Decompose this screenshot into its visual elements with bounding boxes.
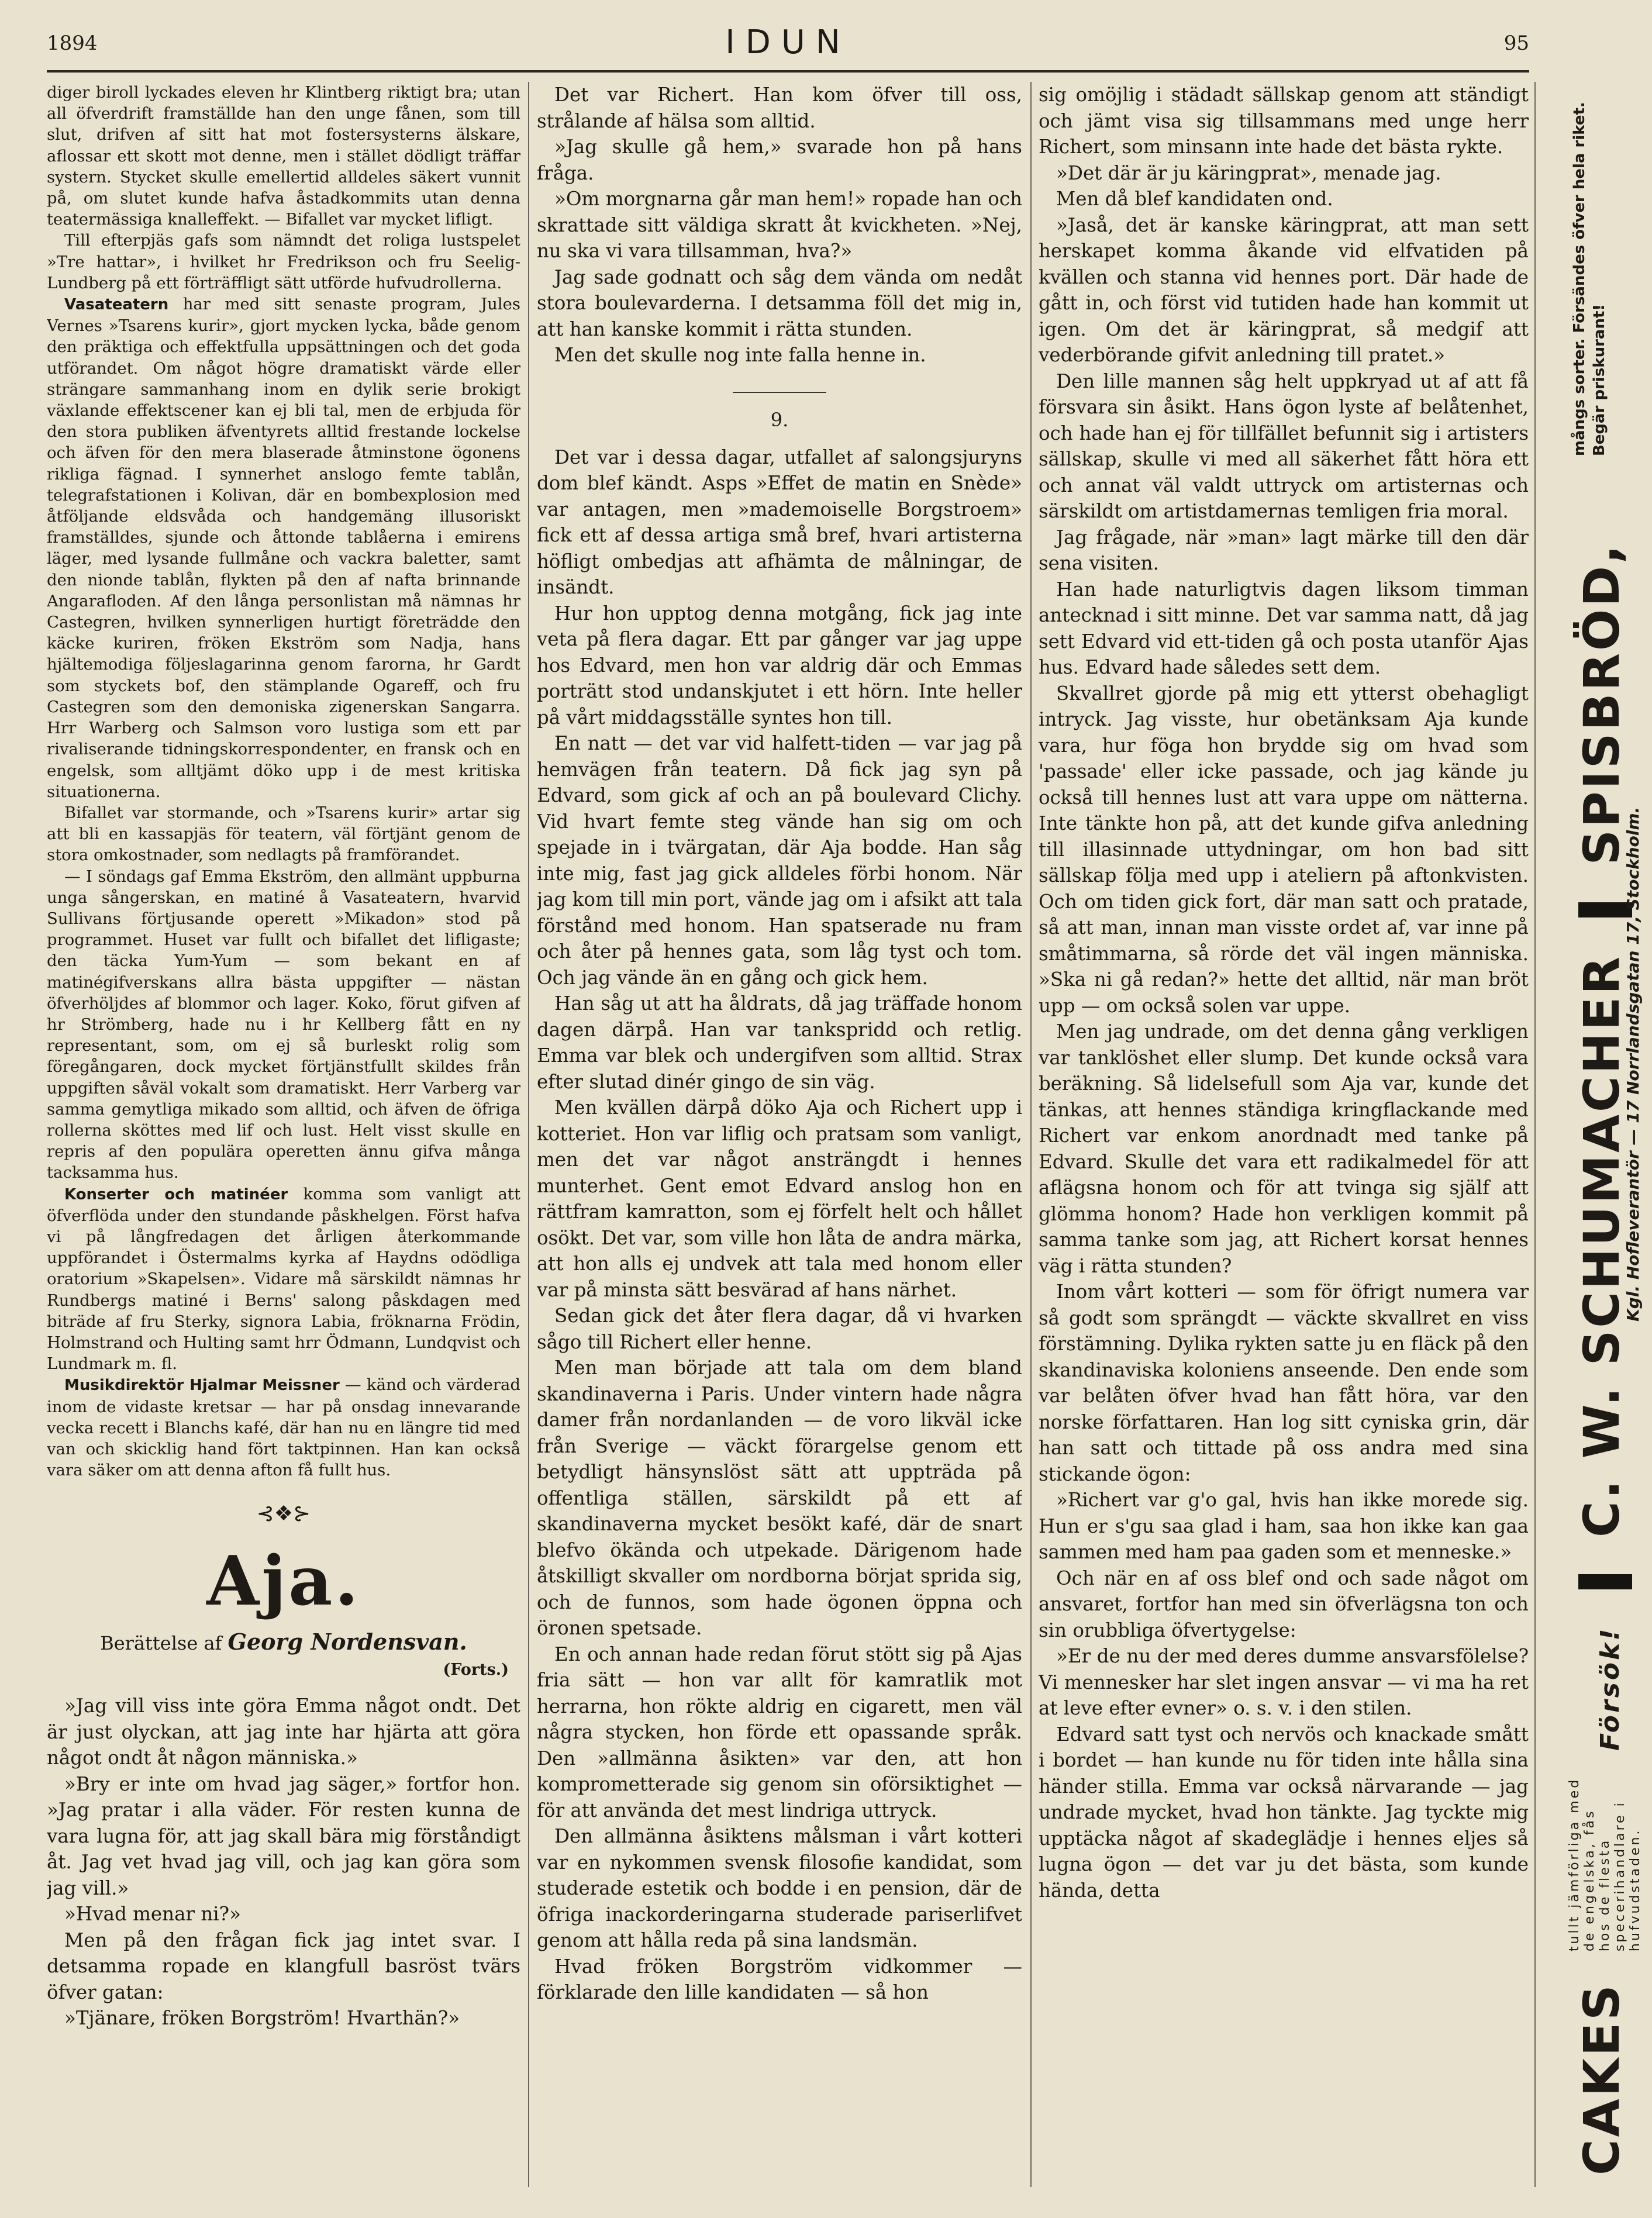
story-paragraph: En natt — det var vid halfett-tiden — var jag på hemvägen från teatern. Då fick jag syn på Edvard, som gick af och an på boulevard Clichy. Vid hvart femte steg vände han sig om och spejade in i tvärgatan, där Aja bodde. Han såg inte mig, fast jag gick alldeles förbi honom. När jag kom till min port, vände jag om i afsikt att tala förstånd med honom. Han spatserade nu fram och åter på hennes gata, som låg tyst och tom. Och jag vände än en gång och gick hem. bbox=[537, 732, 1022, 989]
story-paragraph: Han såg ut att ha åldrats, då jag träffade honom dagen därpå. Han var tankspridd och retlig. Emma var blek och undergifven som alltid. Strax efter slutad dinér gingo de sin väg. bbox=[537, 992, 1022, 1093]
story-paragraph: »Bry er inte om hvad jag säger,» fortfor hon. »Jag pratar i alla väder. För resten kunna de vara lugna för, att jag skall bära mig förståndigt åt. Jag vet hvad jag vill, och jag kan göra som jag vill.» bbox=[47, 1772, 520, 1899]
story-paragraph: Skvallret gjorde på mig ett ytterst obehagligt intryck. Jag visste, hur obetänksam Aja kunde vara, hur föga hon brydde sig om hvad som 'passade' eller icke passade, och jag kände ju också till hennes lust att vara uppe om nätterna. Inte tänkte hon på, att det kunde gifva anledning till illasinnade uttydningar, om hon bad sitt sällskap följa med upp i ateliern på aftonkvisten. Och om tiden gick fort, där man satt och pratade, så att man, innan man visste ordet af, var inne på småtimmarna, så rörde det väl ingen människa. »Ska ni gå redan?» hette det alltid, när man bröt upp — om också solen var uppe. bbox=[1039, 682, 1529, 1017]
advertisement-rotated bbox=[1534, 23, 1652, 2199]
ad-try-label: Försök! bbox=[1595, 1626, 1625, 1751]
story-paragraph: Edvard satt tyst och nervös och knackade smått i bordet — han kunde nu för tiden inte hålla sina händer stilla. Emma var också närvarande — jag undrade mycket, hvad hon tänkte. Jag tyckte mig upptäcka något af skadeglädje i hennes eljes så lugna ögon — det var ju det bästa, som kunde hända, detta bbox=[1039, 1723, 1529, 1902]
story-paragraph: Men på den frågan fick jag intet svar. I detsamma ropade en klangfull basröst tvärs öfver gatan: bbox=[47, 1929, 520, 2003]
review-paragraph: Bifallet var stormande, och »Tsarens kurir» artar sig att bli en kassapjäs för teatern, väl förtjänt genom de stora omkostnader, som nedlagts på framförandet. bbox=[47, 803, 520, 865]
column-2 bbox=[537, 82, 1022, 2193]
vasateatern-heading: Vasateatern bbox=[64, 296, 169, 314]
musik-paragraph bbox=[47, 1374, 520, 1481]
story-paragraph: »Tjänare, fröken Borgström! Hvarthän?» bbox=[64, 2007, 460, 2030]
story-paragraph: Det var i dessa dagar, utfallet af salongsjuryns dom blef kändt. Asps »Effet de matin en Snède» var antagen, men »mademoiselle Borgstroem» fick ett af dessa artiga små bref, hvari artisterna höfligt ombedjas att afhämta de målningar, de insändt. bbox=[537, 446, 1022, 598]
story-paragraph: Sedan gick det åter flera dagar, då vi hvarken sågo till Richert eller henne. bbox=[537, 1305, 1022, 1353]
story-byline bbox=[47, 1629, 520, 1655]
continued-label: (Forts.) bbox=[443, 1661, 509, 1679]
story-paragraph: Han hade naturligtvis dagen liksom timman antecknad i sitt minne. Det var samma natt, då jag sett Edvard vid ett-tiden gå och posta utanför Ajas hus. Edvard hade således sett dem. bbox=[1039, 578, 1529, 678]
story-title: Aja. bbox=[206, 1541, 361, 1622]
story-paragraph: Men jag undrade, om det denna gång verkligen var tanklöshet eller slump. Det kunde också vara beräkning. Så lidelsefull som Aja var, kunde det tänkas, att hennes ständiga kringflackande med Richert var enkom anordnadt med tanke på Edvard. Skulle det vara ett radikalmedel för att aflägsna honom och för att tvinga sig själf att glömma honom? Hade hon verkligen kommit på samma tanke som jag, att Richert korsat hennes väg i rätta stunden? bbox=[1039, 1020, 1529, 1277]
story-paragraph: »Richert var g'o gal, hvis han ikke morede sig. Hun er s'gu saa glad i ham, saa hon ikke kan gaa sammen med ham paa gaden som et menneske.» bbox=[1039, 1489, 1529, 1563]
story-paragraph: »Er de nu der med deres dumme ansvarsfölelse? Vi mennesker har slet ingen ansvar — vi ma ha ret at leve efter evner» o. s. v. i den stilen. bbox=[1039, 1645, 1529, 1719]
story-paragraph: Den allmänna åsiktens målsman i vårt kotteri var en nykommen svensk filosofie kandidat, som studerade estetik och bodde i en pension, där de öfriga inackorderingarna studerade pariserlifvet genom att hålla reda på sina landsmän. bbox=[537, 1825, 1022, 1951]
story-paragraph: »Jaså, det är kanske käringprat, att man sett herskapet komma åkande vid elfvatiden på kvällen och stanna vid hennes port. Där hade de gått in, och först vid tutiden hade han kommit ut igen. Om det är käringprat, så medgif att vederbörande gifvit anledning till pratet.» bbox=[1039, 213, 1529, 366]
ad-shipping-line bbox=[1570, 47, 1609, 456]
header-year: 1894 bbox=[47, 32, 98, 55]
section-separator bbox=[733, 392, 826, 393]
konserter-text: komma som vanligt att öfverflöda under den stundande påskhelgen. Först hafva vi på långfredagen det årligen återkommande uppförandet i Östermalms kyrka af Haydns odödliga oratorium »Skapelsen». Vidare må särskildt nämnas hr Rundbergs matiné i Berns' salong påskdagen med biträde af fru Sterky, signora Labia, fröknarna Frödin, Holmstrand och Hulting samt hrr Ödmann, Lundqvist och Lundmark m. fl. bbox=[47, 1184, 520, 1374]
story-paragraph: Inom vårt kotteri — som för öfrigt numera var så godt som sprängdt — väckte skvallret en viss förstämning. Dylika rykten satte ju en fläck på den skandinaviska koloniens anseende. Den ende som var belåten öfver hvad han fått höra, var den norske författaren. Han log sitt cyniska grin, där han satt och tittade på oss andra med sina stickande ögon: bbox=[1039, 1281, 1529, 1485]
masthead-title: IDUN bbox=[725, 23, 851, 61]
chapter-number: 9. bbox=[770, 408, 789, 431]
review-paragraph: Till efterpjäs gafs som nämndt det roliga lustspelet »Tre hattar», i hvilket hr Fredrikson och fru Seelig-Lundberg på ett förträffligt sätt utförde hufvudrollerna. bbox=[47, 231, 520, 292]
story-paragraph: Men kvällen därpå döko Aja och Richert upp i kotteriet. Hon var liflig och pratsam som vanligt, men det var något ansträngdt i hennes munterhet. Gent emot Edvard anslog hon en rättfram kamratton, som ej förfelt helt och hållet osökt. Det var, som ville hon låta de andra märka, att hon alls ej undvek att tala med honom eller var på minsta sätt besvärad af hans närhet. bbox=[537, 1096, 1022, 1301]
advertisement-main-line bbox=[1567, 543, 1643, 2175]
konserter-heading: Konserter och matinéer bbox=[64, 1185, 288, 1203]
ad-shipping-text: mångs sorter. Försändes öfver hela riket. Begär priskurant! bbox=[1571, 102, 1608, 456]
page-header bbox=[47, 23, 1529, 73]
story-paragraph: »Det där är ju käringprat», menade jag. bbox=[1056, 161, 1441, 184]
musik-heading: Musikdirektör Hjalmar Meissner bbox=[64, 1377, 340, 1395]
column-3 bbox=[1039, 82, 1529, 2193]
byline-author: Georg Nordensvan. bbox=[227, 1629, 467, 1655]
story-paragraph: Det var Richert. Han kom öfver till oss, strålande af hälsa som alltid. bbox=[537, 84, 1022, 132]
column-rule bbox=[1030, 82, 1032, 2187]
story-paragraph: Den lille mannen såg helt uppkryad ut af att få försvara sin åsikt. Hans ögon lyste af belåtenhet, och hade han ej för tillfället befunnit sig i artisters sällskap, skulle vi med all säkerhet fått höra ett och annat väl valdt uttryck om artisternas och särskildt om artistdamernas temligen fria moral. bbox=[1039, 370, 1529, 522]
byline-prefix: Berättelse af bbox=[100, 1632, 222, 1655]
story-paragraph: Hvad fröken Borgström vidkommer — förklarade den lille kandidaten — så hon bbox=[537, 1955, 1022, 2003]
ornament-divider: ⊰❖⊱ bbox=[256, 1502, 311, 1526]
story-paragraph: Men man började att tala om dem bland skandinaverna i Paris. Under vintern hade några damer från nordanlanden — de voro likväl icke från Sverige — väckt förargelse genom ett betydligt hänsynslöst sätt att uppträda på offentliga ställen, särskildt på ett af skandinaverna mycket besökt kafé, där de snart blefvo ökända och utpekade. Därigenom hade åtskilligt skvaller om nordborna börjat sprida sig, och de funnos, som hade ögonen öppna och öronen spetsade. bbox=[537, 1357, 1022, 1639]
konserter-paragraph bbox=[47, 1184, 520, 1375]
ad-product: SPISBRÖD, bbox=[1572, 542, 1630, 865]
story-paragraph: En och annan hade redan förut stött sig på Ajas fria sätt — hon var allt för kamratlik mot herrarna, hon rökte aldrig en cigarett, men väl några stycken, hon förde ett opassande språk. Den »allmänna åsikten» var den, att hon komprometterade sig genom sin oförsiktighet — för att använda det mest lindriga uttryck. bbox=[537, 1643, 1022, 1822]
ad-address: Kgl. Hofleverantör — 17 Norrlandsgatan 17, Stockholm. bbox=[1623, 806, 1643, 1322]
story-paragraph: »Jag vill viss inte göra Emma något ondt. Det är just olyckan, att jag inte har hjärta att göra något ondt åt någon människa.» bbox=[47, 1695, 520, 1769]
story-paragraph: »Jag skulle gå hem,» svarade hon på hans fråga. bbox=[537, 136, 1022, 184]
story-paragraph: Men det skulle nog inte falla henne in. bbox=[554, 344, 926, 366]
story-paragraph: Och när en af oss blef ond och sade något om ansvaret, fortfor han med sin öfverlägsna ton och sin orubbliga öfvertygelse: bbox=[1039, 1567, 1529, 1641]
review-paragraph: — I söndags gaf Emma Ekström, den allmänt uppburna unga sångerskan, en matiné å Vasateatern, hvarvid Sullivans förtjusande operett »Mikadon» stod på programmet. Huset var fullt och bifallet det lifligaste; den täcka Yum-Yum — som bekant en af matinégifverskans allra bästa uppgifter — nästan öfverhöljdes af blommor och lager. Koko, förut gifven af hr Strömberg, hade nu i hr Kellberg fått en ny representant, som, om ej så burleskt rolig som föregångaren, dock mycket förtjänstfullt skildes från uppgiften såväl vokalt som dramatiskt. Herr Varberg var samma gemytliga mikado som alltid, och äfven de öfriga rollerna sköttes med lif och lust. Helt visst skulle en repris af den populära operetten ännu gifva många tacksamma hus. bbox=[47, 867, 520, 1182]
column-1 bbox=[47, 82, 520, 2193]
page-number: 95 bbox=[1503, 32, 1529, 55]
column-rule bbox=[528, 82, 529, 2187]
story-paragraph: Hur hon upptog denna motgång, fick jag inte veta på flera dagar. Ett par gånger var jag uppe hos Edvard, men hon var aldrig där och Emmas porträtt stod undanskjutet i ett hörn. Inte heller på vårt middagsställe syntes hon till. bbox=[537, 602, 1022, 729]
ad-brand: CAKES bbox=[1572, 1982, 1630, 2175]
ad-availability-text: tullt jämförliga med de engelska, fås hos de flesta specerihandlare i hufvudstaden. bbox=[1567, 1777, 1643, 1952]
advertisement-strip bbox=[1534, 23, 1652, 2199]
story-paragraph: »Om morgnarna går man hem!» ropade han och skrattade sitt väldiga skratt åt kvickheten. »Nej, nu ska vi vara tillsamman, hva?» bbox=[537, 188, 1022, 262]
ad-company: C. W. SCHUMACHER bbox=[1572, 954, 1630, 1538]
vasateatern-text: har med sitt senaste program, Jules Vernes »Tsarens kurir», gjort mycken lycka, både genom den präktiga och effektfulla uppsättningen och det goda utförandet. Om något högre dramatiskt värde eller strängare sammanhang inom en dylik serie brokigt växlande effektscener kan ej bli tal, men de erbjuda för den stora publiken äfventyrets alltid frestande lockelse och äfven för den mera blaserade åtminstone ögonens rikliga fägnad. I synnerhet anslogo femte tablån, telegrafstationen i Kolivan, där en bombexplosion med åtföljande eldsvåda och handgemäng illusoriskt framställdes, sjunde och åttonde tablåerna i emirens läger, med lysande fullmåne och vackra baletter, samt den nionde tablån, flykten på den af nafta brinnande Angarafloden. Af den långa personlistan må nämnas hr Castegren, hvilken synnerligen hurtigt företrädde den käcke kuriren, fröken Ekström som Nadja, hans hjältemodiga följeslagarinna genom farorna, hr Gardt som styckets bof, den stämplande Ogareff, och fru Castegren som den demoniska zigenerskan Sangarra. Hrr Warberg och Salmson voro lustiga som ett par rivaliserande tidningskorrespondenter, en fransk och en engelsk, som alltjämt döko upp i de mest kritiska situationerna. bbox=[47, 295, 520, 801]
ad-separator-bar bbox=[1578, 1574, 1632, 1589]
vasateatern-paragraph bbox=[47, 294, 520, 802]
story-paragraph: Jag sade godnatt och såg dem vända om nedåt stora boulevarderna. I detsamma föll det mig in, att han kanske kommit i rätta stunden. bbox=[537, 265, 1022, 340]
story-paragraph: Jag frågade, när »man» lagt märke till den där sena visiten. bbox=[1039, 526, 1529, 574]
story-paragraph: »Hvad menar ni?» bbox=[64, 1903, 241, 1926]
story-paragraph: sig omöjlig i städadt sällskap genom att ständigt och jämt visa sig tillsammans med unge herr Richert, som minsann inte hade det bästa rykte. bbox=[1039, 84, 1529, 158]
ad-address-line bbox=[1623, 807, 1643, 1322]
review-paragraph: diger biroll lyckades eleven hr Klintberg riktigt bra; utan all öfverdrift framställde han den unge fånen, som till slut, drifven af sitt hat mot fostersysterns älskare, aflossar ett skott mot denne, men i stället dödligt träffar systern. Stycket skulle emellertid alldeles säkert vunnit på, om slutet kunde hafva åstadkommits utan denna teatermässiga knalleffekt. — Bifallet var mycket lifligt. bbox=[47, 83, 520, 229]
story-paragraph: Men då blef kandidaten ond. bbox=[1056, 188, 1333, 210]
musik-text: — känd och värderad inom de vidaste kretsar — har på onsdag innevarande vecka recett i Blanchs kafé, där han nu en längre tid med van och skicklig hand fört taktpinnen. Han kan också vara säker om att denna afton få fullt hus. bbox=[47, 1375, 520, 1480]
